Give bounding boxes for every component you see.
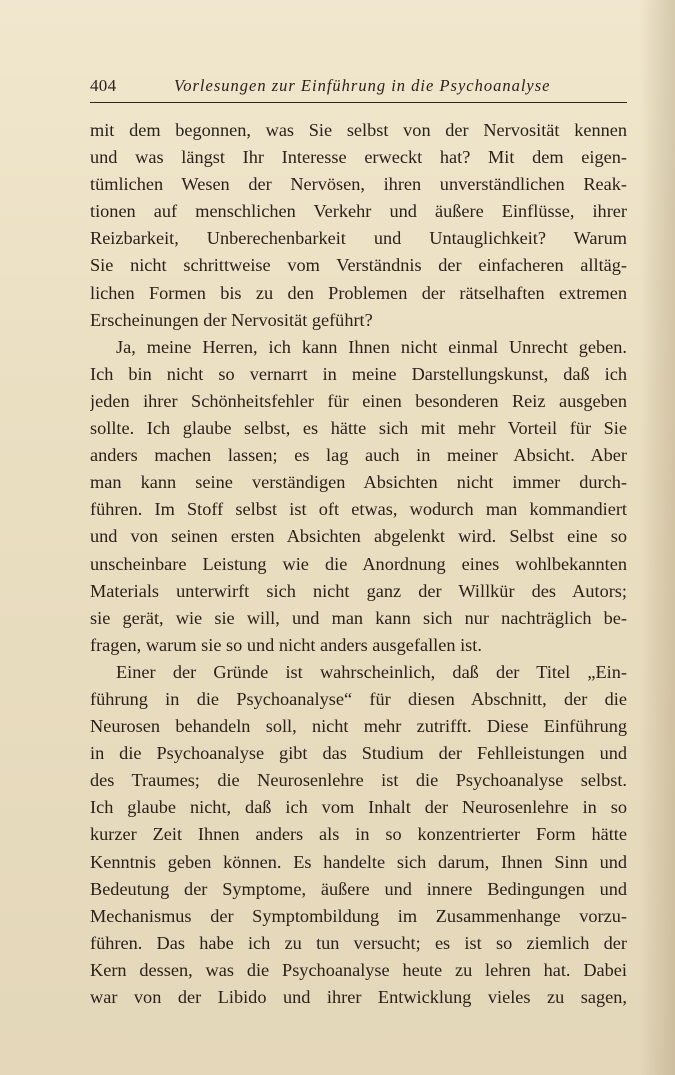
text-line: mit dem begonnen, was Sie selbst von der Nervosität kennen <box>90 120 627 140</box>
text-line: Ich glaube nicht, daß ich vom Inhalt der Neurosenlehre in so <box>90 797 627 818</box>
text-line: tionen auf menschlichen Verkehr und äußere Einflüsse, ihrer <box>90 201 627 222</box>
text-line: führen. Das habe ich zu tun versucht; es ist so ziemlich der <box>90 932 627 953</box>
text-line: Neurosen behandeln soll, nicht mehr zutrifft. Diese Einführung <box>90 716 627 737</box>
text-line: Kenntnis geben können. Es handelte sich darum, Ihnen Sinn und <box>90 851 627 872</box>
text-line: Materials unterwirft sich nicht ganz der Willkür des Autors; <box>90 580 627 601</box>
text-line: Ich bin nicht so vernarrt in meine Darstellungskunst, daß ich <box>90 363 627 384</box>
text-line: jeden ihrer Schönheitsfehler für einen besonderen Reiz ausgeben <box>90 390 627 411</box>
text-line: Sie nicht schrittweise vom Verständnis der einfacheren alltäg- <box>90 255 627 276</box>
text-line: war von der Libido und ihrer Entwicklung vieles zu sagen, <box>90 987 627 1007</box>
text-line: man kann seine verständigen Absichten nicht immer durch- <box>90 472 627 493</box>
text-line: anders machen lassen; es lag auch in meiner Absicht. Aber <box>90 445 627 466</box>
running-title: Vorlesungen zur Einführung in die Psychoanalyse <box>174 76 551 95</box>
text-line: lichen Formen bis zu den Problemen der rätselhaften extremen <box>90 282 627 303</box>
text-line: kurzer Zeit Ihnen anders als in so konzentrierter Form hätte <box>90 824 627 845</box>
text-line: tümlichen Wesen der Nervösen, ihren unverständlichen Reak- <box>90 174 627 195</box>
text-line: Ja, meine Herren, ich kann Ihnen nicht einmal Unrecht geben. <box>116 336 627 357</box>
text-line: Erscheinungen der Nervosität geführt? <box>90 309 373 330</box>
running-header <box>90 72 627 100</box>
text-line: Mechanismus der Symptombildung im Zusammenhange vorzu- <box>90 905 627 926</box>
page-number: 404 <box>90 76 117 95</box>
text-line: unscheinbare Leistung wie die Anordnung eines wohlbekannten <box>90 553 627 574</box>
text-line: und von seinen ersten Absichten abgelenkt wird. Selbst eine so <box>90 526 627 547</box>
text-line: führung in die Psychoanalyse“ für diesen Abschnitt, der die <box>90 688 627 709</box>
text-line: Kern dessen, was die Psychoanalyse heute zu lehren hat. Dabei <box>90 959 627 980</box>
text-line: und was längst Ihr Interesse erweckt hat? Mit dem eigen- <box>90 147 627 168</box>
text-line: sollte. Ich glaube selbst, es hätte sich mit mehr Vorteil für Sie <box>90 418 627 439</box>
text-line: fragen, warum sie so und nicht anders ausgefallen ist. <box>90 634 482 655</box>
text-line: Einer der Gründe ist wahrscheinlich, daß der Titel „Ein- <box>116 661 627 682</box>
header-rule <box>90 102 627 103</box>
text-line: sie gerät, wie sie will, und man kann sich nur nachträglich be- <box>90 607 627 628</box>
text-line: führen. Im Stoff selbst ist oft etwas, wodurch man kommandiert <box>90 499 627 520</box>
text-line: Reizbarkeit, Unberechenbarkeit und Untauglichkeit? Warum <box>90 228 627 249</box>
text-line: des Traumes; die Neurosenlehre ist die Psychoanalyse selbst. <box>90 770 627 791</box>
body-text <box>90 117 627 1011</box>
text-line: in die Psychoanalyse gibt das Studium der Fehlleistungen und <box>90 743 627 764</box>
text-line: Bedeutung der Symptome, äußere und innere Bedingungen und <box>90 878 627 899</box>
